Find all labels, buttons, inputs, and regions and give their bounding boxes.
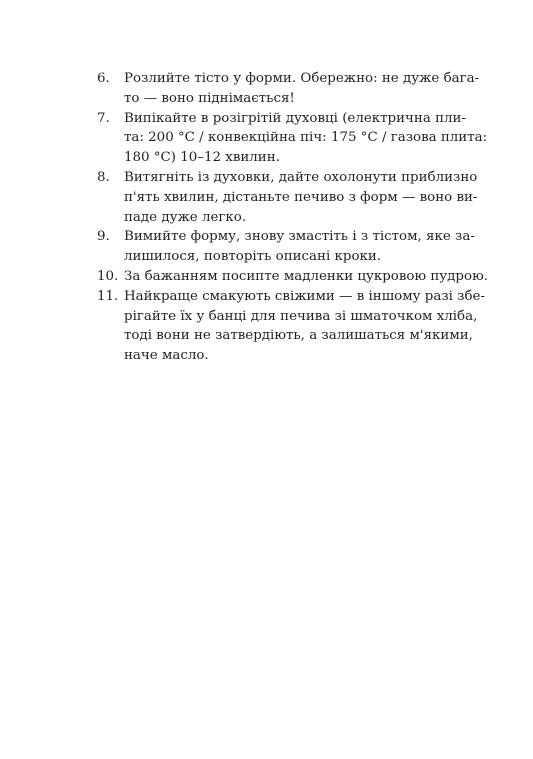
step-text-line: Найкраще смакують свіжими — в іншому разі збе- (124, 288, 485, 304)
step-text (124, 168, 478, 227)
step-number: 8. (97, 169, 110, 185)
step-text-line: Вимийте форму, знову змастіть і з тістом, яке за- (124, 229, 475, 245)
step-number: 6. (97, 71, 110, 86)
step-text-line: 180 °C) 10–12 хвилин. (124, 150, 280, 166)
step-text-line: Витягніть із духовки, дайте охолонути приблизно (124, 169, 478, 185)
step-text-line: Розлийте тісто у форми. Обережно: не дуже бага- (124, 71, 480, 86)
step-text-line: лишилося, повторіть описані кроки. (124, 249, 382, 265)
recipe-step-7 (97, 109, 488, 168)
step-text-line: тоді вони не затвердіють, а залишаться м'якими, (124, 328, 473, 344)
step-number: 9. (97, 229, 110, 245)
step-text (124, 287, 485, 366)
recipe-step-8 (97, 168, 478, 227)
recipe-step-6 (97, 69, 480, 109)
step-number: 10. (97, 268, 119, 284)
step-text-line: то — воно піднімається! (124, 90, 295, 106)
recipe-steps-list (97, 69, 488, 366)
step-number: 7. (97, 110, 110, 126)
recipe-step-10 (97, 267, 488, 287)
step-text (124, 267, 488, 287)
step-text (124, 109, 488, 168)
step-text-line: паде дуже легко. (124, 209, 247, 225)
step-text-line: п'ять хвилин, дістаньте печиво з форм — воно ви- (124, 189, 478, 205)
step-number: 11. (97, 288, 119, 304)
step-text-line: рігайте їх у банці для печива зі шматочком хліба, (124, 308, 478, 324)
step-text (124, 69, 480, 109)
step-text-line: Випікайте в розігрітій духовці (електрична пли- (124, 110, 466, 126)
step-text-line: та: 200 °C / конвекційна піч: 175 °C / газова плита: (124, 130, 488, 146)
recipe-step-11 (97, 287, 485, 366)
recipe-step-9 (97, 227, 475, 267)
step-text-line: наче масло. (124, 348, 209, 364)
step-text (124, 227, 475, 267)
step-text-line: За бажанням посипте мадленки цукровою пудрою. (124, 268, 488, 284)
